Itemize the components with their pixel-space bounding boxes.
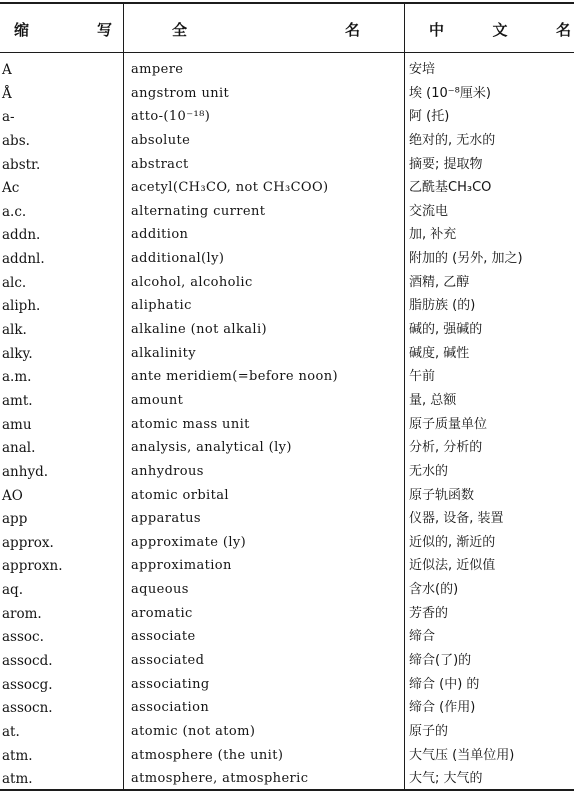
table-row <box>0 106 574 130</box>
abbreviation-cell: aq. <box>2 582 23 599</box>
header-chinese-name-char: 文 <box>492 20 508 39</box>
chinese-name-cell: 分析, 分析的 <box>409 440 483 456</box>
chinese-name-cell: 酒精, 乙醇 <box>409 274 470 290</box>
full-name-cell: alkalinity <box>131 345 196 361</box>
full-name-cell: associate <box>131 629 196 645</box>
abbreviation-cell: arom. <box>2 605 42 622</box>
table-row <box>0 83 574 107</box>
table-row <box>0 390 574 414</box>
abbreviation-cell: AO <box>2 487 23 504</box>
header-abbreviation-char: 写 <box>96 20 112 39</box>
header-full-name-char: 全 <box>172 20 188 39</box>
abbreviation-cell: a.c. <box>2 203 27 220</box>
full-name-cell: atomic (not atom) <box>131 723 256 739</box>
chinese-name-cell: 缔合(了)的 <box>409 653 472 669</box>
abbreviation-cell: amu <box>2 416 32 433</box>
abbreviation-cell: Ac <box>2 180 20 197</box>
full-name-cell: approximate (ly) <box>131 534 247 550</box>
full-name-cell: ante meridiem(=before noon) <box>131 369 338 385</box>
abbreviation-cell: abstr. <box>2 156 41 173</box>
chinese-name-cell: 仪器, 设备, 装置 <box>409 511 504 527</box>
table-row <box>0 532 574 556</box>
header-chinese-name <box>429 17 571 41</box>
table-row <box>0 721 574 745</box>
abbreviation-cell: approxn. <box>2 558 63 575</box>
abbreviation-cell: assocg. <box>2 676 53 693</box>
chinese-name-cell: 午前 <box>409 369 436 385</box>
abbreviation-cell: alk. <box>2 322 27 339</box>
table-row <box>0 437 574 461</box>
table-top-rule <box>0 2 574 4</box>
full-name-cell: atto-(10⁻¹⁸) <box>131 109 211 125</box>
full-name-cell: aqueous <box>131 582 189 598</box>
abbreviation-cell: aliph. <box>2 298 41 315</box>
full-name-cell: addition <box>131 227 189 243</box>
chinese-name-cell: 量, 总额 <box>409 392 457 408</box>
chinese-name-cell: 含水(的) <box>409 582 459 598</box>
table-header-rule <box>0 52 574 53</box>
abbreviation-cell: assocd. <box>2 653 53 670</box>
chinese-name-cell: 交流电 <box>409 203 449 219</box>
table-row <box>0 674 574 698</box>
full-name-cell: absolute <box>131 132 191 148</box>
table-row <box>0 59 574 83</box>
table-row <box>0 603 574 627</box>
full-name-cell: atomic orbital <box>131 487 229 503</box>
table-row <box>0 248 574 272</box>
abbreviation-cell: addn. <box>2 227 41 244</box>
chinese-name-cell: 碱的, 强碱的 <box>409 322 483 338</box>
chinese-name-cell: 附加的 (另外, 加之) <box>409 251 523 267</box>
header-chinese-name-char: 名 <box>555 20 571 39</box>
full-name-cell: atmosphere (the unit) <box>131 747 284 763</box>
abbreviation-cell: A <box>2 62 12 78</box>
chinese-name-cell: 缔合 <box>409 629 436 645</box>
table-row <box>0 579 574 603</box>
header-abbreviation <box>14 17 112 41</box>
header-full-name-char: 名 <box>344 20 360 39</box>
table-row <box>0 154 574 178</box>
chinese-name-cell: 碱度, 碱性 <box>409 345 470 361</box>
chinese-name-cell: 缔合 (作用) <box>409 700 476 716</box>
table-row <box>0 319 574 343</box>
full-name-cell: amount <box>131 392 184 408</box>
chinese-name-cell: 原子质量单位 <box>409 416 488 432</box>
table-row <box>0 177 574 201</box>
full-name-cell: additional(ly) <box>131 251 225 267</box>
table-row <box>0 461 574 485</box>
full-name-cell: acetyl(CH₃CO, not CH₃COO) <box>131 180 329 196</box>
full-name-cell: approximation <box>131 558 232 574</box>
full-name-cell: ampere <box>131 62 184 77</box>
full-name-cell: associating <box>131 676 210 692</box>
table-row <box>0 626 574 650</box>
chinese-name-cell: 缔合 (中) 的 <box>409 676 480 692</box>
table-body <box>0 59 574 792</box>
table-row <box>0 485 574 509</box>
abbreviation-cell: alc. <box>2 274 27 291</box>
abbreviation-cell: a- <box>2 109 15 126</box>
full-name-cell: associated <box>131 653 205 669</box>
table-row <box>0 201 574 225</box>
chinese-name-cell: 乙酰基CH₃CO <box>409 180 492 196</box>
table-row <box>0 224 574 248</box>
abbreviation-cell: assoc. <box>2 629 44 646</box>
full-name-cell: alkaline (not alkali) <box>131 322 268 338</box>
chinese-name-cell: 近似的, 渐近的 <box>409 534 496 550</box>
abbreviation-cell: app <box>2 511 28 528</box>
full-name-cell: apparatus <box>131 511 201 527</box>
chinese-name-cell: 大气压 (当单位用) <box>409 747 515 763</box>
abbreviation-cell: alky. <box>2 345 33 362</box>
abbreviation-cell: atm. <box>2 771 33 788</box>
header-abbreviation-char: 缩 <box>14 20 30 39</box>
table-row <box>0 414 574 438</box>
full-name-cell: abstract <box>131 156 189 172</box>
full-name-cell: alternating current <box>131 203 266 219</box>
chinese-name-cell: 原子轨函数 <box>409 487 475 503</box>
full-name-cell: angstrom unit <box>131 85 230 101</box>
chinese-name-cell: 埃 (10⁻⁸厘米) <box>409 85 491 101</box>
abbreviation-cell: assocn. <box>2 700 53 717</box>
abbreviation-cell: approx. <box>2 534 54 551</box>
chinese-name-cell: 脂肪族 (的) <box>409 298 476 314</box>
full-name-cell: aliphatic <box>131 298 192 314</box>
table-row <box>0 555 574 579</box>
chinese-name-cell: 安培 <box>409 62 436 77</box>
abbreviation-cell: amt. <box>2 392 33 409</box>
chinese-name-cell: 大气; 大气的 <box>409 771 483 787</box>
header-full-name <box>172 17 360 41</box>
chinese-name-cell: 阿 (托) <box>409 109 450 125</box>
abbreviation-cell: atm. <box>2 747 33 764</box>
table-row <box>0 697 574 721</box>
abbreviation-cell: addnl. <box>2 251 45 268</box>
header-chinese-name-char: 中 <box>429 20 445 39</box>
table-row <box>0 130 574 154</box>
abbreviation-cell: a.m. <box>2 369 32 386</box>
table-row <box>0 272 574 296</box>
table-row <box>0 768 574 792</box>
full-name-cell: anhydrous <box>131 463 204 479</box>
table-row <box>0 343 574 367</box>
chinese-name-cell: 摘要; 提取物 <box>409 156 483 172</box>
table-row <box>0 650 574 674</box>
chinese-name-cell: 无水的 <box>409 463 449 479</box>
abbreviation-cell: anal. <box>2 440 36 457</box>
table-row <box>0 295 574 319</box>
full-name-cell: atmosphere, atmospheric <box>131 771 309 787</box>
full-name-cell: association <box>131 700 210 716</box>
chinese-name-cell: 绝对的, 无水的 <box>409 132 496 148</box>
chinese-name-cell: 芳香的 <box>409 605 449 621</box>
abbreviation-cell: Å <box>2 85 12 102</box>
chinese-name-cell: 近似法, 近似值 <box>409 558 496 574</box>
table-row <box>0 508 574 532</box>
abbreviation-cell: anhyd. <box>2 463 48 480</box>
full-name-cell: atomic mass unit <box>131 416 250 432</box>
chinese-name-cell: 原子的 <box>409 723 449 739</box>
table-row <box>0 745 574 769</box>
chinese-name-cell: 加, 补充 <box>409 227 457 243</box>
full-name-cell: aromatic <box>131 605 193 621</box>
full-name-cell: alcohol, alcoholic <box>131 274 253 290</box>
abbreviation-cell: abs. <box>2 132 30 149</box>
table-row <box>0 366 574 390</box>
full-name-cell: analysis, analytical (ly) <box>131 440 292 456</box>
abbreviation-cell: at. <box>2 723 20 740</box>
